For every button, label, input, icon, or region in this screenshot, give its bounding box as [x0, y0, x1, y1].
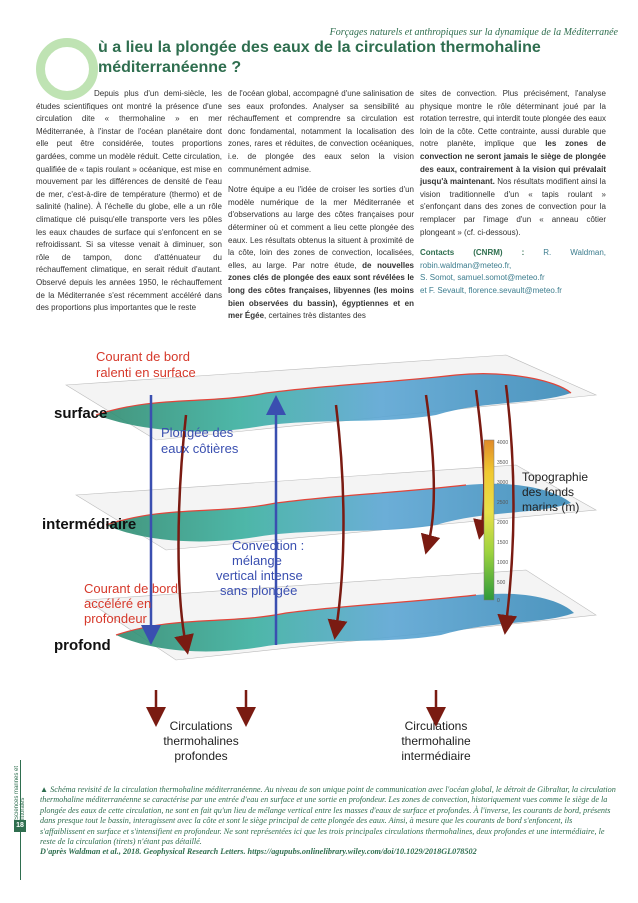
label-profond: profond: [54, 637, 111, 654]
running-title: Forçages naturels et anthropiques sur la dynamique de la Méditerranée: [329, 27, 618, 38]
triangle-icon: ▲: [40, 785, 49, 794]
colorbar-tick: 2000: [497, 520, 509, 526]
label-convection: Convection :: [232, 538, 305, 553]
label-convection: vertical intense: [216, 568, 303, 583]
label-courant-surface: ralenti en surface: [96, 365, 196, 380]
colorbar-tick: 0: [497, 598, 500, 604]
label-convection: sans plongée: [220, 583, 298, 598]
contacts: [420, 247, 606, 297]
label-courant-profond: Courant de bord: [84, 581, 178, 596]
paragraph: [420, 88, 606, 239]
column-3: [420, 88, 606, 306]
paragraph: Depuis plus d'un demi-siècle, les études scientifiques ont montré la présence d'une circulation dite « thermohaline » en mer Méditerranée, à l'instar de l'océan planétaire dont elle peut être considérée, toutes proportions gardées, comme un modèle réduit. Cette circulation, qualifiée de « tapis roulant » océanique, est mise en mouvement par les différences de densité de l'eau de mer, c'est-à-dire de température (thermo) et de salinité (haline). À l'échelle du globe, elle a un rôle climatique clé puisqu'elle transporte vers les pôles les eaux chaudes de surface qui s'enfoncent en se refroidissant. Si sa vitesse venait à diminuer, son rôle de tampon, donc d'atténuateur du réchauffement climatique, en serait réduit d'autant. Observé depuis les années 1950, le réchauffement de la Méditerranée s'est récemment accéléré dans des proportions plus importantes que le reste: [36, 89, 222, 313]
colorbar-tick: 1500: [497, 540, 509, 546]
paragraph-text: , certaines très distantes des: [264, 311, 366, 321]
label-topographie: des fonds: [522, 485, 575, 499]
contacts-label: Contacts (CNRM) :: [420, 248, 525, 258]
label-convection: mélange: [232, 553, 282, 568]
caption-text: Schéma revisité de la circulation thermohaline méditerranéenne. Au niveau de son unique point de communication avec l'océan global, le détroit de Gibraltar, la circulation thermohaline méditerranéenne se caractérise par une entrée d'eau en surface et une sortie en profondeur. Les zones de convection, historiquement vues comme le siège de la plongée des eaux de cette circulation, ne sont en fait qu'un lieu de mélange vertical entre les masses d'eaux de surface et profondes. À l'inverse, les courants de bord, présents dans presque tout le bassin, interagissent avec la côte et sont le siège principal de cette plongée des eaux. Ainsi, à mesure que les courants de bord s'enfoncent, ils s'affaiblissent en surface et s'intensifient en profondeur. Ne sont représentées ici que les trois principales circulations thermohalines, deux profondes et une intermédiaire, le reste de la circulation (tirets) n'étant pas détaillé.: [40, 785, 616, 847]
label-topographie: Topographie: [522, 470, 589, 484]
paragraph-bold: de nouvelles zones clés de plongée des eaux sont révélées le long des côtes françaises, libyennes (les moins bien observées du bassin), égyptiennes et en mer Égée: [228, 260, 414, 321]
paragraph: de l'océan global, accompagné d'une salinisation de ses eaux profondes. Analyser sa sensibilité au réchauffement et comprendre sa circulation est donc fondamental, notamment la localisation des zones, rares et réduites, de convection océaniques, i.e. de plongée des eaux selon la vision communément admise.: [228, 89, 414, 174]
figure-svg: [36, 345, 608, 773]
colorbar-tick: 500: [497, 580, 506, 586]
caption-reference[interactable]: D'après Waldman et al., 2018. Geophysical Research Letters. https://agupubs.onlinelibrary.wiley.com/doi/10.1029/2018GL078502: [40, 847, 477, 857]
paragraph-bold: les zones de convection ne seront jamais le siège de plongée des eaux, contrairement à la vision qui prévalait jusqu'à maintenant.: [420, 139, 607, 187]
paragraph: [228, 184, 414, 323]
thermohaline-figure: [36, 345, 608, 773]
label-surface: surface: [54, 405, 108, 422]
colorbar-tick: 3500: [497, 460, 509, 466]
colorbar-tick: 2500: [497, 500, 509, 506]
contact-2[interactable]: S. Somot, samuel.somot@meteo.fr: [420, 273, 545, 283]
label-courant-profond: profondeur: [84, 611, 147, 626]
paragraph-text: Nos résultats modifient ainsi la vision traditionnelle d'un « tapis roulant » s'enfonçant dans des zones de convection pour la remplacer par l'image d'un « anneau côtier plongeant » (cf. ci-dessous).: [420, 177, 606, 237]
page-number: 18: [14, 820, 26, 832]
section-label: Sciences marines et littorales: [14, 765, 26, 820]
label-circ-intermediaire: intermédiaire: [401, 749, 471, 763]
colorbar-tick: 1000: [497, 560, 509, 566]
contact-1[interactable]: R. Waldman, robin.waldman@meteo.fr,: [420, 248, 606, 270]
colorbar-tick: 4000: [497, 440, 509, 446]
label-courant-profond: accéléré en: [84, 596, 152, 611]
label-circ-profondes: Circulations: [169, 719, 233, 733]
label-topographie: marins (m): [522, 500, 580, 514]
intermediate-layer: [76, 465, 596, 550]
label-circ-profondes: thermohalines: [163, 734, 239, 748]
label-plongee: eaux côtières: [161, 441, 239, 456]
label-circ-intermediaire: Circulations: [404, 719, 468, 733]
column-2: [228, 88, 414, 331]
label-circ-intermediaire: thermohaline: [401, 734, 471, 748]
contact-3[interactable]: et F. Sevault, florence.sevault@meteo.fr: [420, 285, 562, 295]
label-courant-surface: Courant de bord: [96, 349, 190, 364]
article-title: ù a lieu la plongée des eaux de la circulation thermohaline méditerranéenne ?: [98, 39, 541, 76]
paragraph-text: Notre équipe a eu l'idée de croiser les sorties d'un modèle numérique de la mer Méditerranée et d'observations au large des côtes françaises pour déterminer où et comment a lieu cette plongée des eaux. Les résultats obtenus la situent à proximité de la côte, loin des zones de convection, localisées, elles, au large. Par notre étude,: [228, 185, 414, 270]
colorbar-tick: 3000: [497, 480, 509, 486]
label-circ-profondes: profondes: [174, 749, 228, 763]
paragraph-text: sites de convection. Plus précisément, l'analyse physique montre le rôle déterminant joué par la rotation terrestre, qui interdit toute plongée des eaux loin de la côte. Cette contrainte, aussi durable que notre planète, implique que: [420, 89, 606, 149]
figure-caption: [40, 785, 616, 858]
label-plongee: Plongée des: [161, 425, 234, 440]
column-1: [36, 88, 222, 323]
depth-colorbar: [484, 440, 494, 600]
label-intermediaire: intermédiaire: [42, 516, 137, 533]
